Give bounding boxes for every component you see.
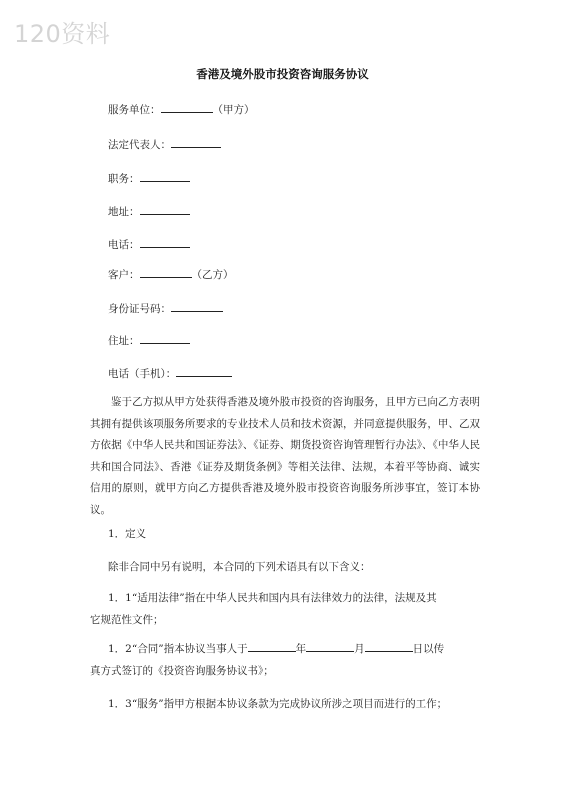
field-phone bbox=[108, 236, 190, 252]
field-suffix: （乙方） bbox=[191, 269, 234, 281]
field-label: 职务： bbox=[108, 173, 140, 185]
preamble-paragraph bbox=[90, 392, 480, 521]
definition-line: 1．3“服务”指甲方根据本协议条款为完成协议所涉之项目而进行的工作； bbox=[108, 698, 448, 710]
field-mobile bbox=[108, 365, 232, 381]
blank-line bbox=[365, 640, 413, 652]
watermark: 120资料 bbox=[14, 20, 111, 48]
field-id-number bbox=[108, 300, 223, 316]
field-label: 法定代表人： bbox=[108, 139, 171, 151]
field-address bbox=[108, 203, 190, 219]
field-label: 身份证号码： bbox=[108, 303, 171, 315]
field-residence bbox=[108, 332, 190, 348]
field-legal-rep bbox=[108, 136, 221, 152]
field-position bbox=[108, 170, 190, 186]
year-label: 年 bbox=[295, 643, 307, 655]
definition-item-2 bbox=[90, 638, 482, 682]
definition-line bbox=[90, 638, 482, 660]
blank-line bbox=[140, 203, 190, 215]
blank-line bbox=[248, 640, 296, 652]
field-label: 客户： bbox=[108, 269, 140, 281]
blank-line bbox=[176, 365, 232, 377]
field-label: 电话（手机）： bbox=[108, 368, 177, 380]
field-label: 服务单位： bbox=[108, 104, 161, 116]
blank-line bbox=[140, 236, 190, 248]
field-client bbox=[108, 266, 234, 282]
definition-item-1 bbox=[90, 587, 482, 631]
field-label: 住址： bbox=[108, 335, 140, 347]
blank-line bbox=[140, 266, 192, 278]
blank-line bbox=[140, 170, 190, 182]
section-heading: 1．定义 bbox=[108, 528, 147, 540]
definition-line: 1．1“适用法律”指在中华人民共和国内具有法律效力的法律，法规及其 bbox=[108, 592, 437, 604]
blank-line bbox=[306, 640, 354, 652]
blank-line bbox=[161, 101, 213, 113]
document-title: 香港及境外股市投资咨询服务协议 bbox=[196, 67, 369, 81]
definition-line: 真方式签订的《投资咨询服务协议书》； bbox=[90, 665, 274, 677]
field-label: 地址： bbox=[108, 206, 140, 218]
blank-line bbox=[171, 300, 223, 312]
section-intro: 除非合同中另有说明，本合同的下列术语具有以下含义： bbox=[108, 561, 371, 573]
blank-line bbox=[171, 136, 221, 148]
field-label: 电话： bbox=[108, 239, 140, 251]
definition-item-3 bbox=[90, 693, 482, 715]
day-label: 日以传 bbox=[412, 643, 445, 655]
definition-prefix: 1．2“合同”指本协议当事人于 bbox=[108, 643, 248, 655]
field-suffix: （甲方） bbox=[212, 104, 255, 116]
month-label: 月 bbox=[354, 643, 365, 655]
definition-line: 它规范性文件； bbox=[90, 614, 164, 626]
blank-line bbox=[140, 332, 190, 344]
preamble-text: 鉴于乙方拟从甲方处获得香港及境外股市投资的咨询服务，且甲方已向乙方表明其拥有提供该项服务所要求的专业技术人员和技术资源，并同意提供服务，甲、乙双方依据《中华人民共和国证券法》、《证券、期货投资咨询管理暂行办法》、《中华人民共和国合同法》、香港《证券及期货条例》等相关法律、法规，本着平等协商、诚实信用的原则，就甲方向乙方提供香港及境外股市投资咨询服务所涉事宜，签订本协议。 bbox=[90, 396, 480, 516]
field-service-unit bbox=[108, 101, 255, 117]
